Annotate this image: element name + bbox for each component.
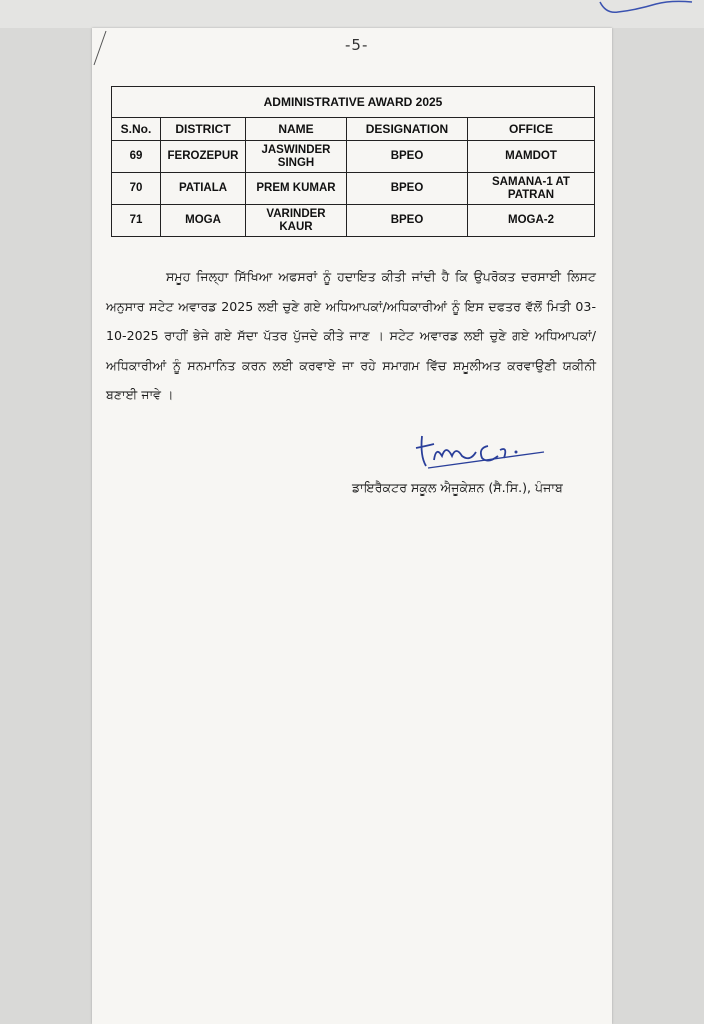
cell-district: FEROZEPUR [161,141,246,173]
cell-district: PATIALA [161,173,246,205]
cell-name [246,141,347,173]
header-office: OFFICE [468,118,595,141]
cell-sno: 71 [112,205,161,237]
signature-icon [412,426,552,476]
table-row [112,205,595,237]
cell-office: SAMANA-1 AT PATRAN [468,173,595,205]
name-line-1: VARINDER [266,207,326,220]
cell-name [246,205,347,237]
name-line-2: KAUR [279,220,313,233]
cell-sno: 69 [112,141,161,173]
cell-district: MOGA [161,205,246,237]
cell-name [246,173,347,205]
cell-office: MAMDOT [468,141,595,173]
page-fold-mark [93,30,107,66]
cell-designation: BPEO [347,141,468,173]
header-name: NAME [246,118,347,141]
name-line-1: JASWINDER [261,143,331,156]
pen-mark-icon [596,0,696,18]
header-designation: DESIGNATION [347,118,468,141]
page-number: -5- [345,36,369,54]
header-sno: S.No. [112,118,161,141]
cell-designation: BPEO [347,205,468,237]
table-row [112,173,595,205]
instruction-paragraph: ਸਮੂਹ ਜਿਲ੍ਹਾ ਸਿੱਖਿਆ ਅਫਸਰਾਂ ਨੂੰ ਹਦਾਇਤ ਕੀਤੀ ਜਾਂਦੀ ਹੈ ਕਿ ਉਪਰੋਕਤ ਦਰਸਾਈ ਲਿਸਟ ਅਨੁਸਾਰ ਸਟੇਟ ਅਵਾਰਡ 2025 ਲਈ ਚੁਣੇ ਗਏ ਅਧਿਆਪਕਾਂ/ਅਧਿਕਾਰੀਆਂ ਨੂੰ ਇਸ ਦਫਤਰ ਵੱਲੋਂ ਮਿਤੀ 03-10-2025 ਰਾਹੀਂ ਭੇਜੇ ਗਏ ਸੱਦਾ ਪੱਤਰ ਪੁੱਜਦੇ ਕੀਤੇ ਜਾਣ । ਸਟੇਟ ਅਵਾਰਡ ਲਈ ਚੁਣੇ ਗਏ ਅਧਿਆਪਕਾਂ/ਅਧਿਕਾਰੀਆਂ ਨੂੰ ਸਨਮਾਨਿਤ ਕਰਨ ਲਈ ਕਰਵਾਏ ਜਾ ਰਹੇ ਸਮਾਗਮ ਵਿੱਚ ਸ਼ਮੂਲੀਅਤ ਕਰਵਾਉਣੀ ਯਕੀਨੀ ਬਣਾਈ ਜਾਵੇ । [106,269,596,402]
award-table [111,86,595,237]
signoff-designation: ਡਾਇਰੈਕਟਰ ਸਕੂਲ ਐਜੂਕੇਸ਼ਨ (ਸੈ.ਸਿ.), ਪੰਜਾਬ [352,480,563,495]
cell-sno: 70 [112,173,161,205]
table-title: ADMINISTRATIVE AWARD 2025 [112,87,595,118]
name-line-2: SINGH [277,156,315,169]
cell-office: MOGA-2 [468,205,595,237]
header-district: DISTRICT [161,118,246,141]
name-line-1: PREM KUMAR [256,182,336,194]
table-row [112,141,595,173]
cell-designation: BPEO [347,173,468,205]
